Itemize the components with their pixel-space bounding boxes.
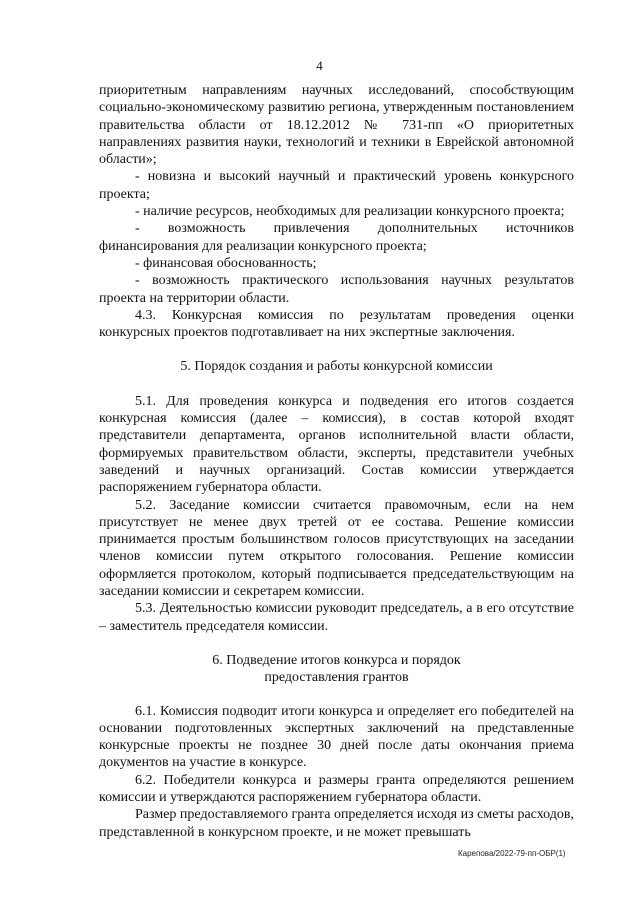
paragraph: 5.1. Для проведения конкурса и подведения его итогов создается конкурсная комиссия (далее – комиссия), в состав которой входят представители департамента, органов исполнительной власти области, формируемых правительством области, эксперты, представители учебных заведений и научных организаций. Состав комиссии утверждается распоряжением губернатора области.: [99, 393, 574, 496]
paragraph: приоритетным направлениям научных исследований, способствующим социально-экономическому развитию региона, утвержденным постановлением правительства области от 18.12.2012 № 731-пп «О приоритетных направлениях развития науки, технологий и техники в Еврейской автономной области»;: [99, 83, 574, 168]
paragraph: 6.2. Победители конкурса и размеры гранта определяются решением комиссии и утверждаются распоряжением губернатора области.: [99, 772, 574, 805]
list-item: - возможность практического использования научных результатов проекта на территории области.: [99, 273, 574, 306]
list-item: - новизна и высокий научный и практический уровень конкурсного проекта;: [99, 169, 574, 202]
document-footer-code: Карепова/2022-79-пп-ОБР(1): [458, 849, 566, 858]
document-body: [99, 82, 574, 841]
paragraph: 4.3. Конкурсная комиссия по результатам проведения оценки конкурсных проектов подготавливает на них экспертные заключения.: [99, 307, 574, 341]
paragraph: 6.1. Комиссия подводит итоги конкурса и определяет его победителей на основании подготовленных экспертных заключений на представленные конкурсные проекты не позднее 30 дней после даты окончания приема документов на участие в конкурсе.: [99, 703, 574, 771]
page-number: 4: [316, 58, 323, 73]
section-6-heading-line1: 6. Подведение итогов конкурса и порядок: [212, 652, 461, 668]
paragraph: 5.2. Заседание комиссии считается правомочным, если на нем присутствует не менее двух третей от ее состава. Решение комиссии принимается простым большинством голосов присутствующих на заседании членов комиссии путем открытого голосования. Решение комиссии оформляется протоколом, который подписывается председательствующим на заседании комиссии и секретарем комиссии.: [99, 497, 574, 600]
section-5-heading: 5. Порядок создания и работы конкурсной комиссии: [180, 359, 493, 375]
paragraph: Размер предоставляемого гранта определяется исходя из сметы расходов, представленной в конкурсном проекте, и не может превышать: [99, 807, 574, 840]
list-item: - наличие ресурсов, необходимых для реализации конкурсного проекта;: [135, 204, 565, 220]
section-6-heading-line2: предоставления грантов: [264, 670, 409, 686]
list-item: - финансовая обоснованность;: [135, 255, 317, 271]
paragraph: 5.3. Деятельностью комиссии руководит председатель, а в его отсутствие – заместитель председателя комиссии.: [99, 601, 574, 634]
list-item: - возможность привлечения дополнительных источников финансирования для реализации конкурсного проекта;: [99, 221, 574, 254]
section-6-heading: [99, 652, 574, 687]
